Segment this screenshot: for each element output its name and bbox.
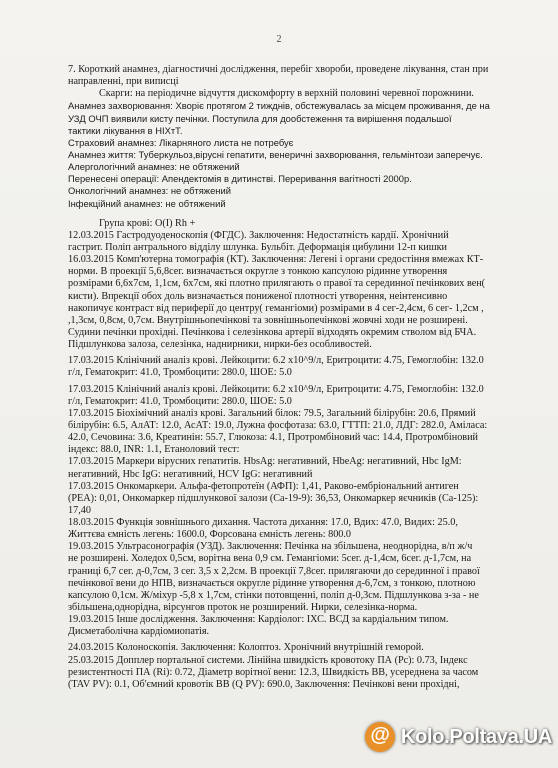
text-line: Перенесені операції: Апендектомія в дитинстві. Переривання вагітності 2000р.: [68, 173, 412, 185]
text-line: кисти). Впрекції обох доль визначається пониженої плотності утворення, неінтенсивно: [68, 290, 448, 302]
watermark-text: Kolo.Poltava.UA: [400, 725, 552, 748]
text-line: (РЕА): 0,01, Онкомаркер підшлункової залози (Са-19-9): 36,53, Онкомаркер яєчників (Са-125):: [68, 492, 479, 504]
text-line: границі 6,7 сег. д-0,7см, 3 сег. 3,5 х 2,2см. В проекції 7,8сег. прилягаючи до серединної і правої: [68, 565, 480, 577]
text-line: г/л, Гематокрит: 41.0, Тромбоцити: 280.0, ШОЕ: 5.0: [68, 367, 292, 379]
text-line: капсулою 0,1см. Ж/міхур -5,8 х 1,7см, стінки потовщенні, поліп д-0,3см. Підшлункова з-за - не: [68, 589, 479, 601]
medical-record-text: [68, 64, 540, 691]
text-line: збільшена,однорідна, вірсунгов проток не розширений. Нирки, селезінка-норма.: [68, 602, 418, 614]
watermark-logo-icon: [365, 722, 395, 752]
text-line: накопичує контраст від периферії до центру( гемангіоми) розмірами в 4 сег-2,4см, 6 сег- 1,2см ,: [68, 302, 484, 314]
text-line: Інфекційний анамнез: не обтяжений: [68, 197, 226, 209]
text-line: УЗД ОЧП виявили кисту печінки. Поступила для дообстеження та вирішення подальшої: [68, 112, 452, 124]
text-line: 17.03.2015 Клінічний аналіз крові. Лейкоцити: 6.2 х10^9/л, Еритроцити: 4.75, Гемоглобін: 132.0: [68, 355, 484, 367]
text-line: 17,40: [68, 504, 91, 516]
text-line: 17.03.2015 Онкомаркери. Альфа-фетопротеїн (АФП): 1,41, Раково-ембріональний антиген: [68, 480, 459, 492]
text-line: 12.03.2015 Гастродуоденоскопія (ФГДС). Заключення: Недостатність кардії. Хронічний: [68, 229, 449, 241]
text-line: 19.03.2015 Ультрасонографія (УЗД). Заключення: Печінка на збільшена, неоднорідна, в/п ж/ч: [68, 541, 473, 553]
text-line: ,1,3см, 0,8см, 0,7см. Внутрішньопечінкові та зовнішньопечінкові жовчні ходи не розширені.: [68, 314, 468, 326]
text-line: 17.03.2015 Біохімічний аналіз крові. Загальний білок: 79.5, Загальний білірубін: 20.6, Прямий: [68, 407, 476, 419]
text-line: Алергологічний анамнез: не обтяжений: [68, 161, 240, 173]
page-number: 2: [276, 34, 282, 45]
text-line: Анамнез захворювання: Хворіє протягом 2 тижднів, обстежувалась за місцем проживання, де на: [68, 100, 490, 112]
text-line: резистентності ПА (Ri): 0.72, Діаметр ворітної вени: 12.3, Швидкість ВВ, усереднена за часом: [68, 666, 479, 678]
text-line: негативний, Hbc IgG: негативний, HCV IgG: негативний: [68, 468, 313, 480]
text-line: 18.03.2015 Функція зовнішнього дихання. Частота дихання: 17.0, Вдих: 47.0, Видих: 25.0,: [68, 517, 458, 529]
text-line: 17.03.2015 Клінічний аналіз крові. Лейкоцити: 6.2 х10^9/л, Еритроцити: 4.75, Гемоглобін: 132.0: [68, 383, 484, 395]
text-line: гастрит. Поліп антрального відділу шлунка. Бульбіт. Деформація цибулини 12-п кишки: [68, 241, 447, 253]
text-line: 24.03.2015 Колоноскопія. Заключення: Колоптоз. Хронічний внутрішній геморой.: [68, 642, 424, 654]
text-line: направленні, при виписці: [68, 76, 179, 88]
text-line: печінкової вени до НПВ, визначається округле рідинне утворення д-6,7см, з тонкою, плотною: [68, 577, 476, 589]
text-line: Страховий анамнез: Лікарняного листа не потребує: [68, 136, 294, 148]
text-line: 25.03.2015 Допплер портальної системи. Лінійна швидкість кровотоку ПА (Рс): 0.73, Індекс: [68, 654, 468, 666]
text-line: 16.03.2015 Комп'ютерна томографія (КТ). Заключення: Легені і органи средостіння вмежах КТ-: [68, 254, 484, 266]
text-line: 17.03.2015 Маркери вірусних гепатитів. HbsAg: негативний, HbeAg: негативний, Hbc IgM:: [68, 456, 462, 468]
text-line: 19.03.2015 Інше дослідження. Заключення: Кардіолог: ІХС. ВСД за кардіальним типом.: [68, 614, 449, 626]
text-line: 42.0, Сечовина: 3.6, Креатинін: 55.7, Глюкоза: 4.1, Протромбіновий час: 14.4, Протромбіновий: [68, 432, 479, 444]
text-line: Підшлункова залоза, селезінка, наднирники, нирки-без особливостей.: [68, 339, 372, 351]
text-line: Дисметаболічна кардіомиопатія.: [68, 626, 210, 638]
text-line: Онкологічний анамнез: не обтяжений: [68, 185, 231, 197]
text-line: тактики лікування в НІХтТ.: [68, 124, 183, 136]
text-line: Скарги: на періодичне відчуття дискомфорту в верхній половині черевної порожнини.: [99, 88, 474, 100]
text-line: г/л, Гематокрит: 41.0, Тромбоцити: 280.0, ШОЕ: 5.0: [68, 395, 292, 407]
text-line: норми. В проекції 5,6,8сег. визначається округле з тонкою капсулою рідинне утворення: [68, 266, 448, 278]
text-line: Група крові: O(I) Rh +: [99, 217, 196, 229]
text-line: (TAV PV): 0.1, Об'ємний кровотік ВВ (Q PV): 690.0, Заключення: Печінкові вени прохідні,: [68, 678, 460, 690]
text-line: Судини печінки прохідні. Печінкова і селезінкова артерії відходять окремим стволом від БЧА.: [68, 326, 477, 338]
text-line: розмірами 6,6х7см, 1,1см, 6х7см, які плотно прилягають о правої та серединної печінкових вен(: [68, 278, 486, 290]
text-line: не розширені. Холедох 0,5см, ворітна вена 0,9 см. Гемангіоми: 5сег. д-1,4см, 6сег. д-1,7см, на: [68, 553, 472, 565]
text-line: білірубін: 6.5, АлАТ: 12.0, АсАТ: 19.0, Лужна фосфотаза: 63.0, ГТТП: 21.0, ЛДГ: 282.0, Аміласа:: [68, 419, 488, 431]
text-line: індекс: 88.0, INR: 1.1, Етаноловий тест:: [68, 444, 240, 456]
text-line: Анамнез життя: Туберкульоз,вірусні гепатити, венеричні захворювання, гельмінтози заперечує.: [68, 148, 483, 160]
watermark: [365, 720, 552, 754]
text-line: 7. Короткий анамнез, діагностичні дослідження, перебіг хвороби, проведене лікування, стан при: [68, 64, 489, 75]
text-line: Життєва ємність легень: 1600.0, Форсована ємність легень: 800.0: [68, 529, 352, 541]
